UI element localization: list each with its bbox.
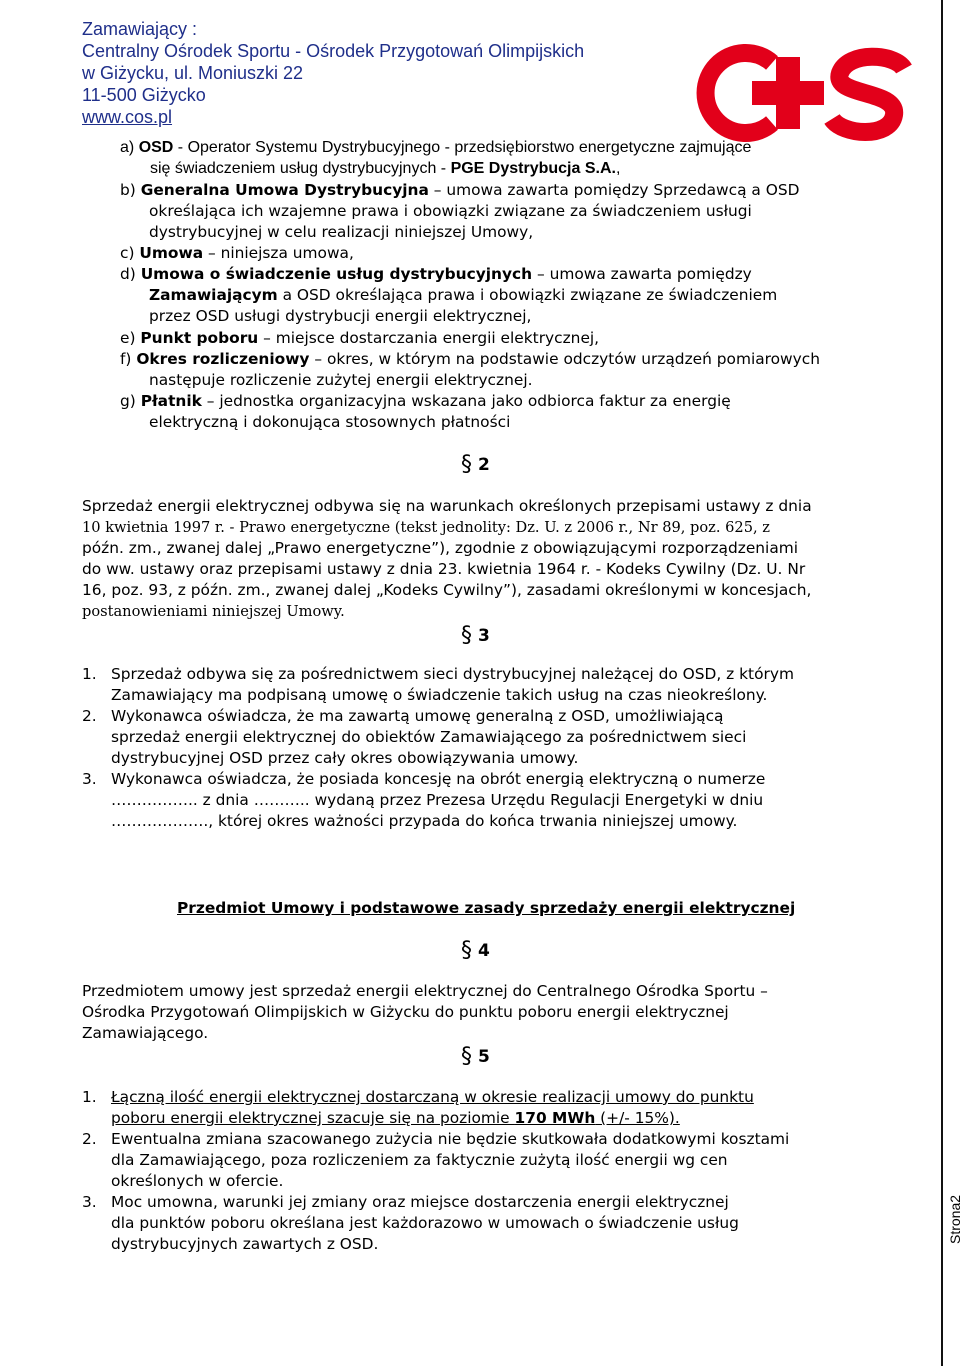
section-5-number: 5 <box>478 1047 490 1067</box>
def-a-text2: się świadczeniem usług dystrybucyjnych - <box>150 160 451 177</box>
def-e-term: Punkt poboru <box>140 329 259 347</box>
def-a-label: a) <box>120 139 135 156</box>
def-a <box>120 137 880 158</box>
header-city: 11-500 Giżycko <box>82 85 206 105</box>
list-5-item-1-amount: 170 MWh <box>514 1109 596 1127</box>
list-5 <box>82 1087 862 1255</box>
def-b-text1: – umowa zawarta pomiędzy Sprzedawcą a OSD <box>428 181 800 199</box>
def-a-term: OSD <box>138 139 174 156</box>
section-5-heading <box>461 1044 490 1069</box>
list-3-num: 1. <box>82 665 97 683</box>
section-3-heading <box>461 623 490 648</box>
list-5-item-1 <box>82 1087 862 1129</box>
def-g-text1: – jednostka organizacyjna wskazana jako odbiorca faktur za energię <box>201 392 731 410</box>
p2-line4: do ww. ustawy oraz przepisami ustawy z dnia 23. kwietnia 1964 r. - Kodeks Cywilny (Dz. U. Nr <box>82 560 806 578</box>
header-address <box>82 18 584 128</box>
def-g-text2: elektryczną i dokonująca stosownych płatności <box>149 413 511 431</box>
header-street: w Giżycku, ul. Moniuszki 22 <box>82 63 304 83</box>
list-3-num: 3. <box>82 770 97 788</box>
def-f-text2: następuje rozliczenie zużytej energii elektrycznej. <box>149 371 533 389</box>
list-3-item-1-l1: Sprzedaż odbywa się za pośrednictwem sieci dystrybucyjnej należącej do OSD, z którym <box>111 665 794 683</box>
def-a-bold-end: PGE Dystrybucja S.A. <box>450 160 616 177</box>
list-5-item-2-l1: Ewentualna zmiana szacowanego zużycia nie będzie skutkowała dodatkowymi kosztami <box>111 1130 790 1148</box>
section-2-number: 2 <box>478 455 490 475</box>
def-a-cont <box>150 158 910 179</box>
page-border-line <box>941 0 943 1366</box>
def-e <box>120 328 599 349</box>
list-3-item-3 <box>82 769 862 832</box>
def-e-text1: – miejsce dostarczania energii elektrycznej, <box>258 329 600 347</box>
p2-line3: późn. zm., zwanej dalej „Prawo energetyczne”), zgodnie z obowiązującymi rozporządzeniami <box>82 539 799 557</box>
list-5-num: 1. <box>82 1088 97 1106</box>
def-g-label: g) <box>120 392 136 410</box>
list-3-num: 2. <box>82 707 97 725</box>
def-d-label: d) <box>120 265 136 283</box>
def-b-text2: określająca ich wzajemne prawa i obowiązki związane za świadczeniem usługi <box>149 202 752 220</box>
def-c-text1: – niniejsza umowa, <box>203 244 354 262</box>
cos-logo <box>690 35 930 150</box>
list-3-item-2-l1: Wykonawca oświadcza, że ma zawartą umowę generalną z OSD, umożliwiającą <box>111 707 724 725</box>
def-b-term: Generalna Umowa Dystrybucyjna <box>140 181 429 199</box>
list-5-item-3 <box>82 1192 862 1255</box>
p2-line6: postanowieniami niniejszej Umowy. <box>82 603 345 620</box>
list-5-item-2 <box>82 1129 862 1192</box>
def-d <box>120 264 860 327</box>
list-3-item-1-l2: Zamawiający ma podpisaną umowę o świadczenie takich usług na czas nieokreślony. <box>111 686 768 704</box>
p4-line1: Przedmiotem umowy jest sprzedaż energii elektrycznej do Centralnego Ośrodka Sportu – <box>82 982 768 1000</box>
list-5-item-1-l1: Łączną ilość energii elektrycznej dostarczaną w okresie realizacji umowy do punktu <box>111 1088 754 1106</box>
list-5-item-1-l2c: (+/- 15%). <box>595 1109 680 1127</box>
list-3-item-3-l2: …………….. z dnia ……….. wydaną przez Prezesa Urzędu Regulacji Energetyki w dniu <box>111 791 764 809</box>
def-a-tail: , <box>615 160 621 177</box>
section-2-heading <box>461 452 490 477</box>
section-3-symbol: § <box>461 623 472 648</box>
list-3-item-2-l3: dystrybucyjnej OSD przez cały okres obowiązywania umowy. <box>111 749 579 767</box>
p4-line3: Zamawiającego. <box>82 1024 209 1042</box>
def-b <box>120 180 860 243</box>
list-5-item-3-l3: dystrybucyjnych zawartych z OSD. <box>111 1235 379 1253</box>
def-d-term2: Zamawiającym <box>149 286 278 304</box>
def-e-label: e) <box>120 329 136 347</box>
def-d-text2: a OSD określająca prawa i obowiązki związane ze świadczeniem <box>277 286 778 304</box>
list-3-item-1 <box>82 664 862 706</box>
def-c <box>120 243 354 264</box>
def-f-label: f) <box>120 350 132 368</box>
p2-line5: 16, poz. 93, z późn. zm., zwanej dalej „Kodeks Cywilny”), zasadami określonymi w koncesjach, <box>82 581 812 599</box>
list-3-item-3-l1: Wykonawca oświadcza, że posiada koncesję na obrót energią elektryczną o numerze <box>111 770 766 788</box>
def-d-text1: – umowa zawarta pomiędzy <box>532 265 752 283</box>
def-d-text3: przez OSD usługi dystrybucji energii elektrycznej, <box>149 307 532 325</box>
def-d-term: Umowa o świadczenie usług dystrybucyjnych <box>140 265 533 283</box>
header-title: Zamawiający : <box>82 19 198 39</box>
header-link[interactable]: www.cos.pl <box>82 107 173 127</box>
list-3-item-3-l3: ………………., której okres ważności przypada do końca trwania niniejszej umowy. <box>111 812 738 830</box>
list-3-item-2 <box>82 706 862 769</box>
list-5-item-3-l2: dla punktów poboru określana jest każdorazowo w umowach o świadczenie usług <box>111 1214 739 1232</box>
p2-line2: 10 kwietnia 1997 r. - Prawo energetyczne (tekst jednolity: Dz. U. z 2006 r., Nr 89, poz. 625, z <box>82 519 770 536</box>
p2-line1: Sprzedaż energii elektrycznej odbywa się na warunkach określonych przepisami ustawy z dnia <box>82 497 812 515</box>
list-5-item-3-l1: Moc umowna, warunki jej zmiany oraz miejsce dostarczenia energii elektrycznej <box>111 1193 729 1211</box>
paragraph-4 <box>82 981 862 1044</box>
list-5-num: 3. <box>82 1193 97 1211</box>
section-heading: Przedmiot Umowy i podstawowe zasady sprzedaży energii elektrycznej <box>177 899 796 917</box>
list-3-item-2-l2: sprzedaż energii elektrycznej do obiektów Zamawiającego za pośrednictwem sieci <box>111 728 747 746</box>
section-4-symbol: § <box>461 938 472 963</box>
paragraph-2 <box>82 496 862 622</box>
section-2-symbol: § <box>461 452 472 477</box>
def-a-text1: - Operator Systemu Dystrybucyjnego - przedsiębiorstwo energetyczne zajmujące <box>173 139 752 156</box>
def-f <box>120 349 880 391</box>
list-5-num: 2. <box>82 1130 97 1148</box>
def-f-term: Okres rozliczeniowy <box>136 350 310 368</box>
def-c-label: c) <box>120 244 135 262</box>
section-4-number: 4 <box>478 941 490 961</box>
list-5-item-2-l2: dla Zamawiającego, poza rozliczeniem za faktycznie zużytą ilość energii wg cen <box>111 1151 728 1169</box>
def-b-label: b) <box>120 181 136 199</box>
def-g-term: Płatnik <box>140 392 202 410</box>
section-3-number: 3 <box>478 626 490 646</box>
def-f-text1: – okres, w którym na podstawie odczytów urządzeń pomiarowych <box>309 350 820 368</box>
p4-line2: Ośrodka Przygotowań Olimpijskich w Giżycku do punktu poboru energii elektrycznej <box>82 1003 729 1021</box>
def-c-term: Umowa <box>139 244 204 262</box>
def-b-text3: dystrybucyjnej w celu realizacji niniejszej Umowy, <box>149 223 534 241</box>
section-5-symbol: § <box>461 1044 472 1069</box>
header-org: Centralny Ośrodek Sportu - Ośrodek Przygotowań Olimpijskich <box>82 41 585 61</box>
page-number-side-label: Strona2 <box>947 1194 963 1244</box>
def-g <box>120 391 880 433</box>
list-3 <box>82 664 862 832</box>
list-5-item-2-l3: określonych w ofercie. <box>111 1172 284 1190</box>
list-5-item-1-l2a: poboru energii elektrycznej szacuje się na poziomie <box>111 1109 515 1127</box>
section-4-heading <box>461 938 490 963</box>
